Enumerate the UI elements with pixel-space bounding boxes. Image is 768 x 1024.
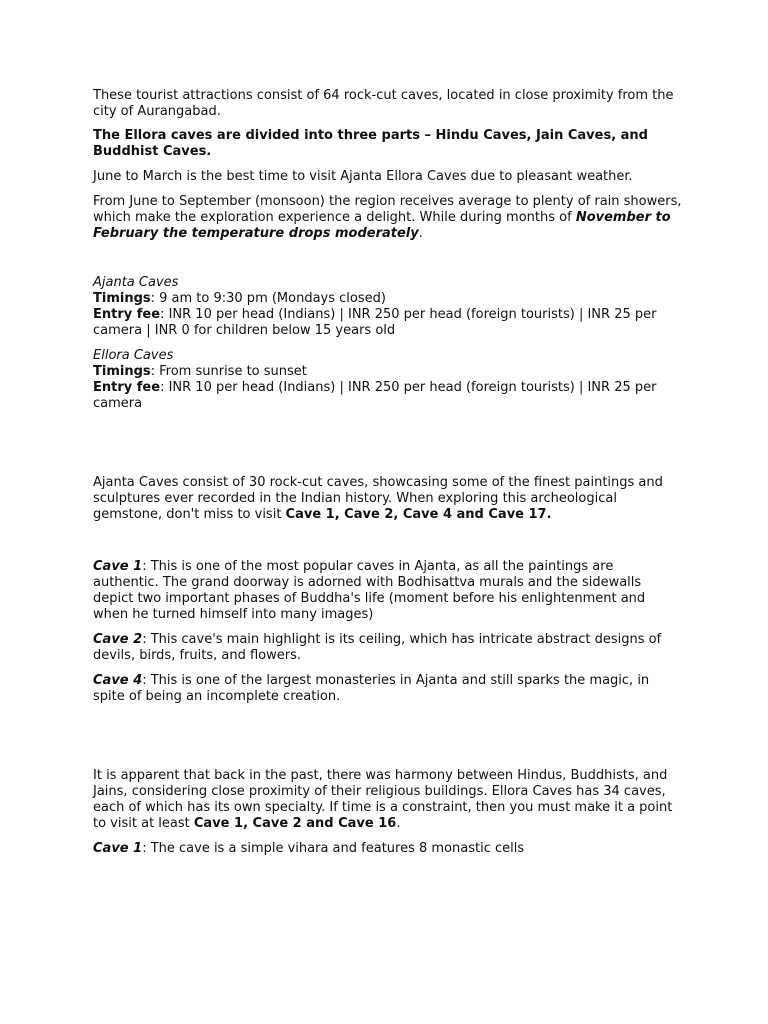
document-page xyxy=(93,88,683,857)
ajanta-timings xyxy=(93,291,683,307)
ajanta-fee xyxy=(93,307,683,339)
best-time-text: June to March is the best time to visit Ajanta Ellora Caves due to pleasant weather. xyxy=(93,169,633,184)
ajanta-fee-label: Entry fee xyxy=(93,307,161,322)
ajanta-fee-value: : INR 10 per head (Indians) | INR 250 per head (foreign tourists) | INR 25 per camera | INR 0 for children below 15 years old xyxy=(93,307,657,338)
ellora-cave1-label: Cave 1 xyxy=(93,841,143,856)
ellora-fee-value: : INR 10 per head (Indians) | INR 250 per head (foreign tourists) | INR 25 per camera xyxy=(93,380,657,411)
ellora-detail-bold: Cave 1, Cave 2 and Cave 16 xyxy=(193,816,397,831)
ellora-detail-end: . xyxy=(396,816,401,831)
ajanta-cave1-paragraph xyxy=(93,559,683,623)
intro-text: These tourist attractions consist of 64 rock-cut caves, located in close proximity from the city of Aurangabad. xyxy=(93,88,674,119)
ajanta-title: Ajanta Caves xyxy=(93,275,179,290)
ajanta-timings-value: : 9 am to 9:30 pm (Mondays closed) xyxy=(150,291,386,306)
ajanta-cave1-text: : This is one of the most popular caves in Ajanta, as all the paintings are authentic. The grand doorway is adorned with Bodhisattva murals and the sidewalls depict two important phases of Buddha's life (moment before his enlightenment and when he turned himself into many images) xyxy=(93,559,646,622)
ajanta-cave4-text: : This is one of the largest monasteries in Ajanta and still sparks the magic, in spite of being an incomplete creation. xyxy=(93,673,650,704)
ajanta-timings-label: Timings xyxy=(93,291,151,306)
ajanta-cave2-label: Cave 2 xyxy=(93,632,143,647)
ellora-timings xyxy=(93,364,683,380)
ajanta-cave2-paragraph xyxy=(93,632,683,664)
ellora-title: Ellora Caves xyxy=(93,348,174,363)
ajanta-heading xyxy=(93,275,683,291)
ajanta-detail-intro xyxy=(93,475,683,523)
ajanta-cave4-label: Cave 4 xyxy=(93,673,143,688)
ajanta-cave4-paragraph xyxy=(93,673,683,705)
ellora-divisions-text: The Ellora caves are divided into three parts – Hindu Caves, Jain Caves, and Buddhist Caves. xyxy=(93,128,648,159)
monsoon-emphasis: November to February the temperature drops moderately xyxy=(93,210,671,241)
best-time-paragraph xyxy=(93,169,683,185)
monsoon-end: . xyxy=(418,226,423,241)
ajanta-detail-text: Ajanta Caves consist of 30 rock-cut caves, showcasing some of the finest paintings and sculptures ever recorded in the Indian history. When exploring this archeological gemstone, don't miss to visit xyxy=(93,475,663,522)
ellora-timings-value: : From sunrise to sunset xyxy=(150,364,307,379)
monsoon-text: From June to September (monsoon) the region receives average to plenty of rain showers, which make the exploration experience a delight. While during months of xyxy=(93,194,682,225)
ellora-divisions-paragraph xyxy=(93,128,683,160)
ellora-heading xyxy=(93,348,683,364)
monsoon-paragraph xyxy=(93,194,683,242)
ellora-fee xyxy=(93,380,683,412)
ellora-cave1-paragraph xyxy=(93,841,683,857)
intro-paragraph xyxy=(93,88,683,120)
ellora-cave1-text: : The cave is a simple vihara and features 8 monastic cells xyxy=(142,841,525,856)
ellora-detail-intro xyxy=(93,768,683,832)
ajanta-cave1-label: Cave 1 xyxy=(93,559,143,574)
ajanta-detail-bold: Cave 1, Cave 2, Cave 4 and Cave 17. xyxy=(285,507,552,522)
ellora-fee-label: Entry fee xyxy=(93,380,161,395)
ajanta-cave2-text: : This cave's main highlight is its ceiling, which has intricate abstract designs of devils, birds, fruits, and flowers. xyxy=(93,632,662,663)
ellora-detail-text: It is apparent that back in the past, there was harmony between Hindus, Buddhists, and Jains, considering close proximity of their religious buildings. Ellora Caves has 34 caves, each of which has its own specialty. If time is a constraint, then you must make it a point to visit at least xyxy=(93,768,673,831)
ellora-timings-label: Timings xyxy=(93,364,151,379)
